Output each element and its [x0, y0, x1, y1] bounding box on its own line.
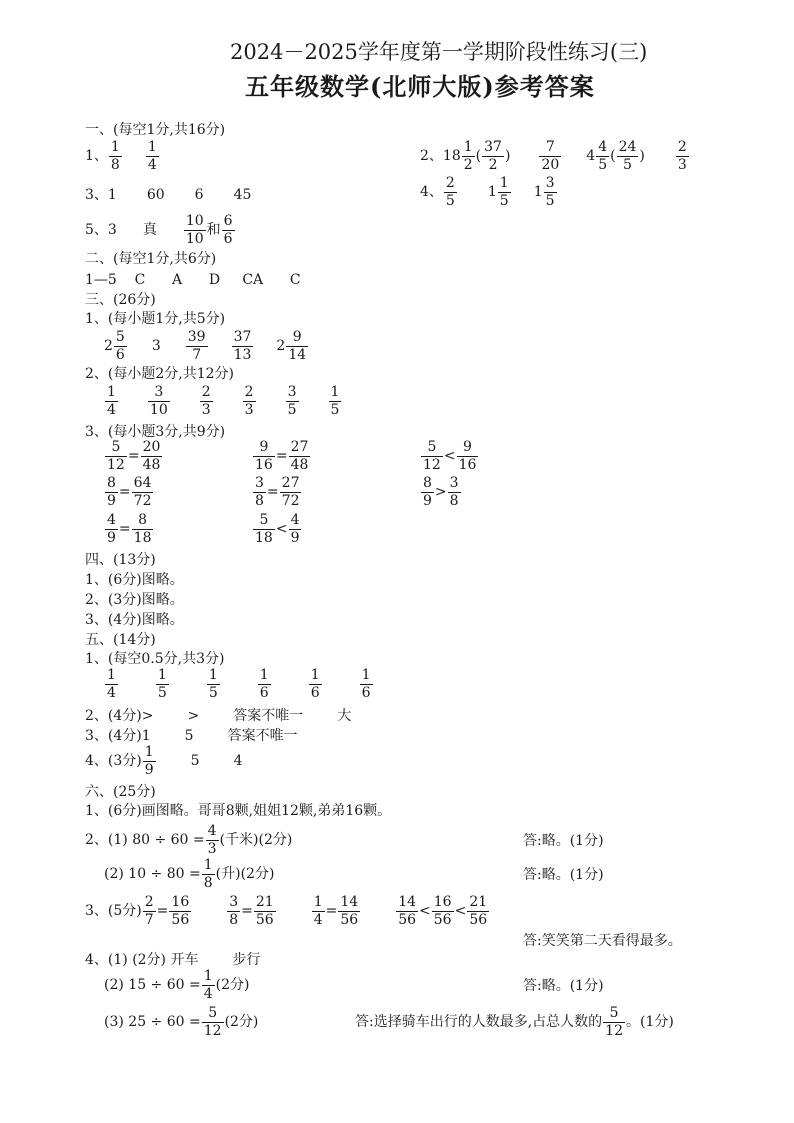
comparison	[252, 513, 302, 545]
answer: 60	[146, 187, 165, 203]
fraction: $\frac{14}{56}$	[398, 894, 417, 928]
s5-part4	[85, 745, 243, 777]
s6-part2a	[85, 824, 292, 856]
whole-number: 1	[487, 184, 497, 201]
page-subtitle: 五年级数学(北师大版)参考答案	[245, 72, 595, 101]
answer: 5	[184, 728, 194, 744]
answer-note: 答:略。(1分)	[523, 978, 604, 994]
s6-part4a	[85, 953, 260, 967]
fraction: $\frac{8}{18}$	[133, 512, 152, 546]
answer: 1	[141, 728, 151, 744]
comparison	[104, 513, 154, 545]
s1-q1	[85, 140, 160, 172]
s1-q5	[85, 214, 236, 246]
fraction: $\frac{16}{56}$	[171, 894, 190, 928]
fraction: $\frac{3}{8}$	[255, 475, 264, 509]
s3-part2-answers	[104, 385, 342, 417]
answer: >	[141, 708, 154, 724]
points: (2分)	[224, 1014, 259, 1031]
fraction: $\frac{64}{72}$	[133, 475, 152, 509]
s6-part4c	[104, 1006, 258, 1038]
fraction: $\frac{8}{9}$	[423, 475, 432, 509]
whole-number: 1	[533, 184, 543, 201]
equation: (3) 25 ÷ 60 =	[104, 1014, 201, 1031]
fraction: $\frac{10}{10}$	[185, 213, 204, 247]
comparison	[104, 440, 163, 472]
operator: =	[127, 448, 140, 465]
fraction: $\frac{1}{4}$	[107, 384, 116, 418]
fraction: $\frac{1}{8}$	[110, 139, 120, 173]
s6-part3: 3、(5分) $\frac{2}{7}$ = $\frac{16}{56}$ $\frac{3}{8}$ = $\frac{21}{56}$ $\frac{1}{4}$ = $\frac{14}{56}$ $\frac{14}{56}$ < $\frac{16}{56}$ < $\frac{21}{56}$	[85, 894, 488, 928]
fraction: $\frac{9}{16}$	[458, 439, 477, 473]
comparison	[252, 476, 302, 508]
s5-part2	[85, 709, 351, 723]
fraction: $\frac{3}{10}$	[149, 384, 168, 418]
section-3-heading: 三、(26分)	[85, 292, 156, 308]
fraction: $\frac{1}{5}$	[499, 175, 509, 209]
operator: <	[443, 448, 456, 465]
comparison	[420, 440, 479, 472]
equation: 2、(1) 80 ÷ 60 =	[85, 832, 205, 849]
fraction: $\frac{5}{12}$	[605, 1005, 623, 1039]
fraction: $\frac{4}{5}$	[598, 139, 608, 173]
operator: <	[275, 521, 288, 538]
s6-part1: 1、(6分)画图略。哥哥8颗,姐姐12颗,弟弟16颗。	[85, 803, 392, 819]
answer: 步行	[232, 952, 261, 968]
fraction: $\frac{2}{3}$	[677, 139, 687, 173]
s4-line: 2、(3分)图略。	[85, 592, 184, 608]
answer: 1	[107, 187, 117, 203]
fraction: $\frac{24}{5}$	[618, 139, 637, 173]
fraction: $\frac{4}{3}$	[207, 823, 217, 857]
fraction: $\frac{1}{6}$	[361, 667, 371, 701]
fraction: $\frac{2}{3}$	[244, 384, 254, 418]
fraction: $\frac{8}{9}$	[107, 475, 116, 509]
fraction: $\frac{1}{9}$	[144, 744, 154, 778]
fraction: $\frac{2}{3}$	[201, 384, 211, 418]
answer: 真	[142, 222, 157, 239]
fraction: $\frac{39}{7}$	[187, 329, 206, 363]
fraction: $\frac{14}{56}$	[340, 894, 359, 928]
operator: >	[434, 484, 447, 501]
fraction: $\frac{5}{12}$	[423, 439, 441, 473]
section-6-heading: 六、(25分)	[85, 784, 156, 800]
fraction: $\frac{6}{6}$	[223, 213, 233, 247]
fraction: $\frac{9}{16}$	[255, 439, 273, 473]
paren: )	[639, 148, 645, 165]
fraction: $\frac{4}{9}$	[290, 512, 300, 546]
fraction: $\frac{4}{9}$	[107, 512, 116, 546]
answer-note: 答:略。(1分)	[523, 833, 604, 849]
operator: =	[275, 448, 288, 465]
whole-number: 4	[586, 148, 596, 165]
fraction: $\frac{2}{7}$	[144, 894, 154, 928]
fraction: $\frac{37}{13}$	[233, 329, 252, 363]
q-label: 5、	[85, 222, 108, 239]
answer-note: 答:笑笑第二天看得最多。	[523, 933, 682, 949]
fraction: $\frac{5}{12}$	[107, 439, 125, 473]
section-2-heading: 二、(每空1分,共6分)	[85, 251, 217, 267]
q-label: 4、(1) (2分) 开车	[85, 952, 199, 968]
fraction: $\frac{1}{2}$	[463, 139, 473, 173]
s3-part3-heading: 3、(每小题3分,共9分)	[85, 424, 226, 440]
unit: (升)(2分)	[215, 866, 275, 883]
fraction: $\frac{1}{5}$	[157, 667, 167, 701]
unit: (千米)(2分)	[219, 832, 293, 849]
fraction: $\frac{1}{8}$	[203, 857, 213, 891]
comparison	[104, 476, 154, 508]
answer-text: 答:选择骑车出行的人数最多,占总人数的	[355, 1014, 603, 1031]
s6-part4b	[104, 969, 250, 1001]
fraction: $\frac{5}{18}$	[255, 512, 273, 546]
paren: (	[475, 148, 482, 165]
s5-part1-answers	[104, 668, 374, 700]
answer: >	[187, 708, 200, 724]
fraction: $\frac{5}{6}$	[115, 329, 125, 363]
q-label: 2、(4分)	[85, 708, 142, 724]
fraction: $\frac{27}{72}$	[281, 475, 300, 509]
section-4-heading: 四、(13分)	[85, 552, 156, 568]
operator: =	[118, 484, 131, 501]
answer: 答案不唯一	[233, 708, 304, 724]
answer: 答案不唯一	[227, 728, 298, 744]
s1-q3	[85, 188, 251, 202]
answer-note	[355, 1006, 674, 1038]
fraction: $\frac{3}{8}$	[229, 894, 239, 928]
q-label: 2、	[420, 148, 443, 165]
q-label: 3、(5分)	[85, 903, 142, 920]
answer: 大	[337, 708, 352, 724]
s3-part1-heading: 1、(每小题1分,共5分)	[85, 311, 226, 327]
fraction: $\frac{1}{4}$	[313, 894, 323, 928]
fraction: $\frac{1}{4}$	[147, 139, 157, 173]
comparison	[252, 440, 311, 472]
page-title: 2024－2025学年度第一学期阶段性练习(三)	[230, 40, 648, 64]
answer: 5	[190, 753, 200, 770]
fraction: $\frac{1}{4}$	[107, 667, 116, 701]
paren: )	[504, 148, 511, 165]
s1-q2	[420, 140, 690, 172]
q-label: 1、	[85, 148, 108, 165]
answer: 6	[194, 187, 204, 203]
fraction: $\frac{3}{5}$	[545, 175, 555, 209]
s1-q4	[420, 176, 558, 208]
whole-number: 2	[276, 338, 286, 355]
fraction: $\frac{27}{48}$	[290, 439, 309, 473]
fraction: $\frac{1}{5}$	[208, 667, 218, 701]
answer-text: 。(1分)	[626, 1014, 674, 1031]
operator: =	[118, 521, 131, 538]
s3-part1-answers	[104, 330, 309, 362]
q-label: 4、	[420, 184, 443, 201]
points: (2分)	[215, 977, 250, 994]
fraction: $\frac{37}{2}$	[484, 139, 502, 173]
fraction: $\frac{3}{8}$	[449, 475, 459, 509]
fraction: $\frac{21}{56}$	[469, 894, 488, 928]
fraction: $\frac{1}{4}$	[203, 968, 213, 1002]
answer-note: 答:略。(1分)	[523, 867, 604, 883]
fraction: $\frac{9}{14}$	[288, 329, 307, 363]
s6-part2b	[104, 858, 274, 890]
q-label: 3、(4分)	[85, 728, 142, 744]
q-label: 4、(3分)	[85, 753, 142, 770]
fraction: $\frac{1}{5}$	[330, 384, 340, 418]
q-label: 3、	[85, 187, 108, 203]
comparison	[420, 476, 462, 508]
fraction: $\frac{20}{48}$	[142, 439, 161, 473]
answer: 3	[107, 222, 117, 239]
answer: 45	[233, 187, 252, 203]
fraction: $\frac{5}{12}$	[203, 1005, 222, 1039]
fraction: $\frac{1}{6}$	[259, 667, 269, 701]
fraction: $\frac{21}{56}$	[255, 894, 274, 928]
connector: 和	[206, 222, 221, 239]
fraction: $\frac{3}{5}$	[287, 384, 297, 418]
fraction: $\frac{1}{6}$	[310, 667, 320, 701]
fraction: $\frac{2}{5}$	[445, 175, 455, 209]
whole-number: 2	[104, 338, 113, 355]
answer: 4	[233, 753, 243, 770]
section-1-heading: 一、(每空1分,共16分)	[85, 122, 226, 138]
paren: (	[610, 148, 616, 165]
equation: (2) 10 ÷ 80 =	[104, 866, 201, 883]
s5-part3	[85, 729, 298, 743]
s3-part2-heading: 2、(每小题2分,共12分)	[85, 366, 235, 382]
equation: (2) 15 ÷ 60 =	[104, 977, 201, 994]
s5-part1-heading: 1、(每空0.5分,共3分)	[85, 651, 225, 667]
answer: 3	[151, 338, 161, 355]
s4-line: 1、(6分)图略。	[85, 572, 184, 588]
fraction: $\frac{16}{56}$	[433, 894, 452, 928]
s2-answers: 1—5 C A D CA C	[85, 272, 301, 288]
operator: =	[266, 484, 279, 501]
s4-line: 3、(4分)图略。	[85, 612, 184, 628]
whole-number: 18	[442, 148, 461, 165]
fraction: $\frac{7}{20}$	[541, 139, 560, 173]
section-5-heading: 五、(14分)	[85, 632, 156, 648]
